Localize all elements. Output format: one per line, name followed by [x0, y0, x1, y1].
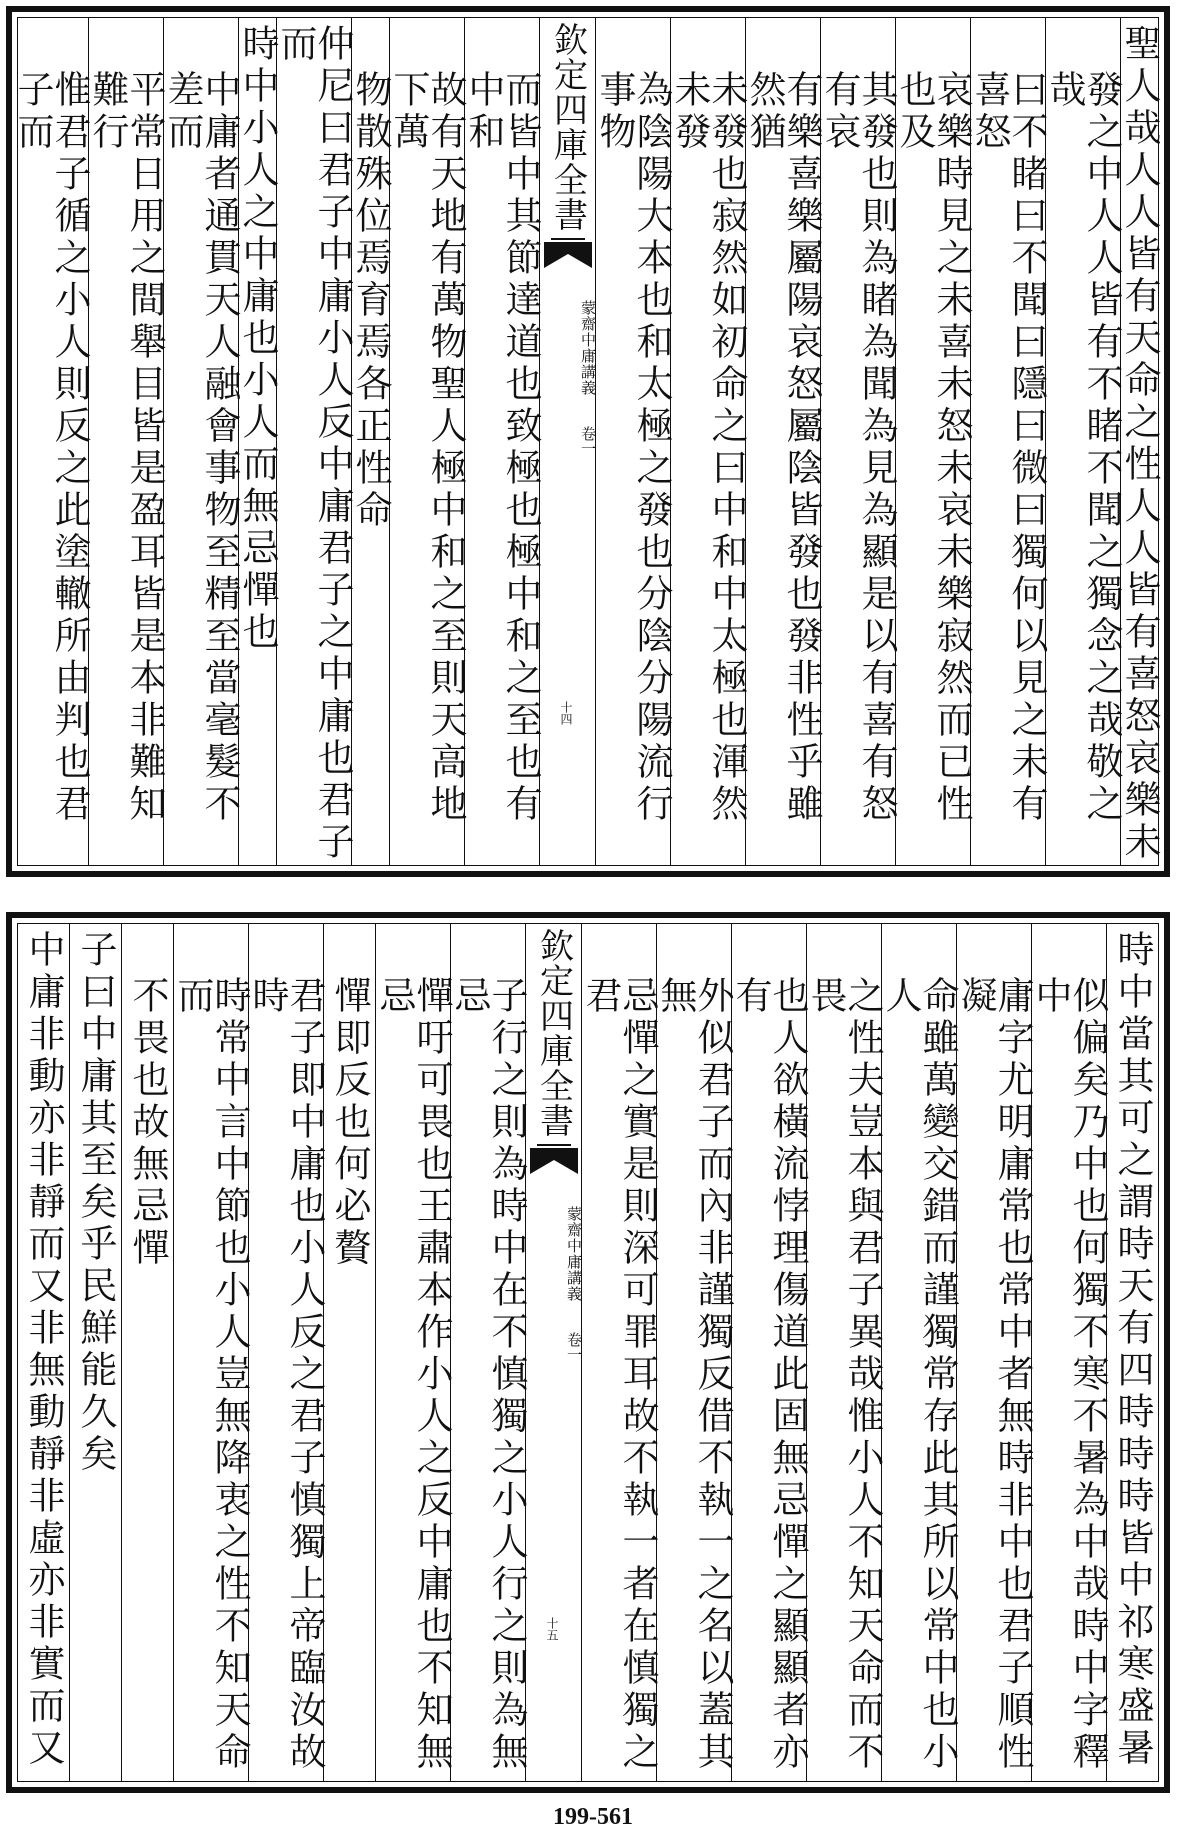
fishtail-mark-icon — [544, 242, 592, 268]
text-column: 外似君子而內非謹獨反借不執一之名以蓋其無 — [656, 924, 731, 1781]
juan-label: 卷一 — [565, 1332, 583, 1362]
fishtail-mark-icon — [530, 1148, 578, 1174]
center-meta — [526, 1176, 581, 1362]
text-column: 中庸者通貫天人融會事物至精至當毫髮不差而 — [163, 18, 238, 865]
library-title: 欽定四庫全書 — [537, 924, 571, 1146]
text-column: 其發也則為睹為聞為見為顯是以有喜有怒有哀 — [820, 18, 895, 865]
text-column: 子曰中庸其至矣乎民鮮能久矣 — [69, 924, 121, 1781]
text-column: 發之中人人皆有不睹不聞之獨念之哉敬之哉 — [1045, 18, 1120, 865]
top-leaf-border — [11, 17, 1161, 866]
text-column: 仲尼曰君子中庸小人反中庸君子之中庸也君子而 — [276, 18, 351, 865]
bottom-columns — [18, 924, 1158, 1781]
text-column: 子行之則為時中在不慎獨之小人行之則為無忌 — [450, 924, 525, 1781]
text-column: 忌憚之實是則深可罪耳故不執一者在慎獨之君 — [581, 924, 656, 1781]
text-column: 時常中言中節也小人豈無降衷之性不知天命而 — [173, 924, 248, 1781]
book-title: 蒙齋中庸講義 — [565, 1206, 583, 1302]
page-number: 199-561 — [553, 1804, 633, 1830]
text-column: 有樂喜樂屬陽哀怒屬陰皆發也發非性乎雖然猶 — [745, 18, 820, 865]
center-fold-column — [525, 924, 581, 1781]
leaf-number: 十五 — [545, 1617, 559, 1641]
center-fold-column — [539, 18, 595, 865]
leaf-number: 十四 — [559, 701, 573, 725]
text-column: 也人欲橫流悖理傷道此固無忌憚之顯顯者亦有 — [731, 924, 806, 1781]
text-column: 中庸非動亦非靜而又非無動靜非虛亦非實而又 — [22, 930, 65, 1770]
text-column: 命雖萬變交錯而謹獨常存此其所以常中也小人 — [881, 924, 956, 1781]
text-column: 故有天地有萬物聖人極中和之至則天高地下萬 — [389, 18, 464, 865]
text-column: 未發也寂然如初命之曰中和中太極也渾然未發 — [670, 18, 745, 865]
text-column: 物散殊位焉育焉各正性命 — [351, 18, 389, 865]
text-column: 惟君子循之小人則反之此塗轍所由判也君子而 — [11, 70, 91, 826]
text-column: 似偏矣乃中也何獨不寒不暑為中哉時中字釋中 — [1031, 924, 1106, 1781]
book-title: 蒙齋中庸講義 — [579, 300, 597, 396]
text-column: 君子即中庸也小人反之君子慎獨上帝臨汝故時 — [248, 924, 323, 1781]
text-column: 時中小人之中庸也小人而無忌憚也 — [238, 18, 276, 865]
text-column: 憚即反也何必贅 — [323, 924, 375, 1781]
text-column: 之性夫豈本與君子異哉惟小人不知天命而不畏 — [806, 924, 881, 1781]
text-column: 聖人哉人人皆有天命之性人人皆有喜怒哀樂未 — [1120, 18, 1158, 865]
text-column: 曰不睹曰不聞曰隱曰微曰獨何以見之未有喜怒 — [970, 18, 1045, 865]
text-column: 哀樂時見之未喜未怒未哀未樂寂然而已性也及 — [895, 18, 970, 865]
text-column: 為陰陽大本也和太極之發也分陰分陽流行事物 — [595, 18, 670, 865]
bottom-leaf-border — [17, 923, 1159, 1782]
juan-label: 卷一 — [579, 426, 597, 456]
top-columns — [11, 18, 1161, 865]
text-column: 平常日用之間舉目皆是盈耳皆是本非難知難行 — [88, 18, 163, 865]
text-column: 不畏也故無忌憚 — [121, 924, 173, 1781]
text-column: 而皆中其節達道也致極也極中和之至也有中和 — [464, 18, 539, 865]
center-meta — [540, 270, 595, 456]
top-page-leaf — [6, 6, 1170, 877]
library-title: 欽定四庫全書 — [551, 18, 585, 240]
bottom-page-leaf — [6, 912, 1170, 1793]
text-column: 庸字尤明庸常也常中者無時非中也君子順性凝 — [956, 924, 1031, 1781]
text-column: 憚吁可畏也王肅本作小人之反中庸也不知無忌 — [375, 924, 450, 1781]
text-column: 時中當其可之謂時天有四時時時皆中祁寒盛暑 — [1106, 924, 1158, 1781]
